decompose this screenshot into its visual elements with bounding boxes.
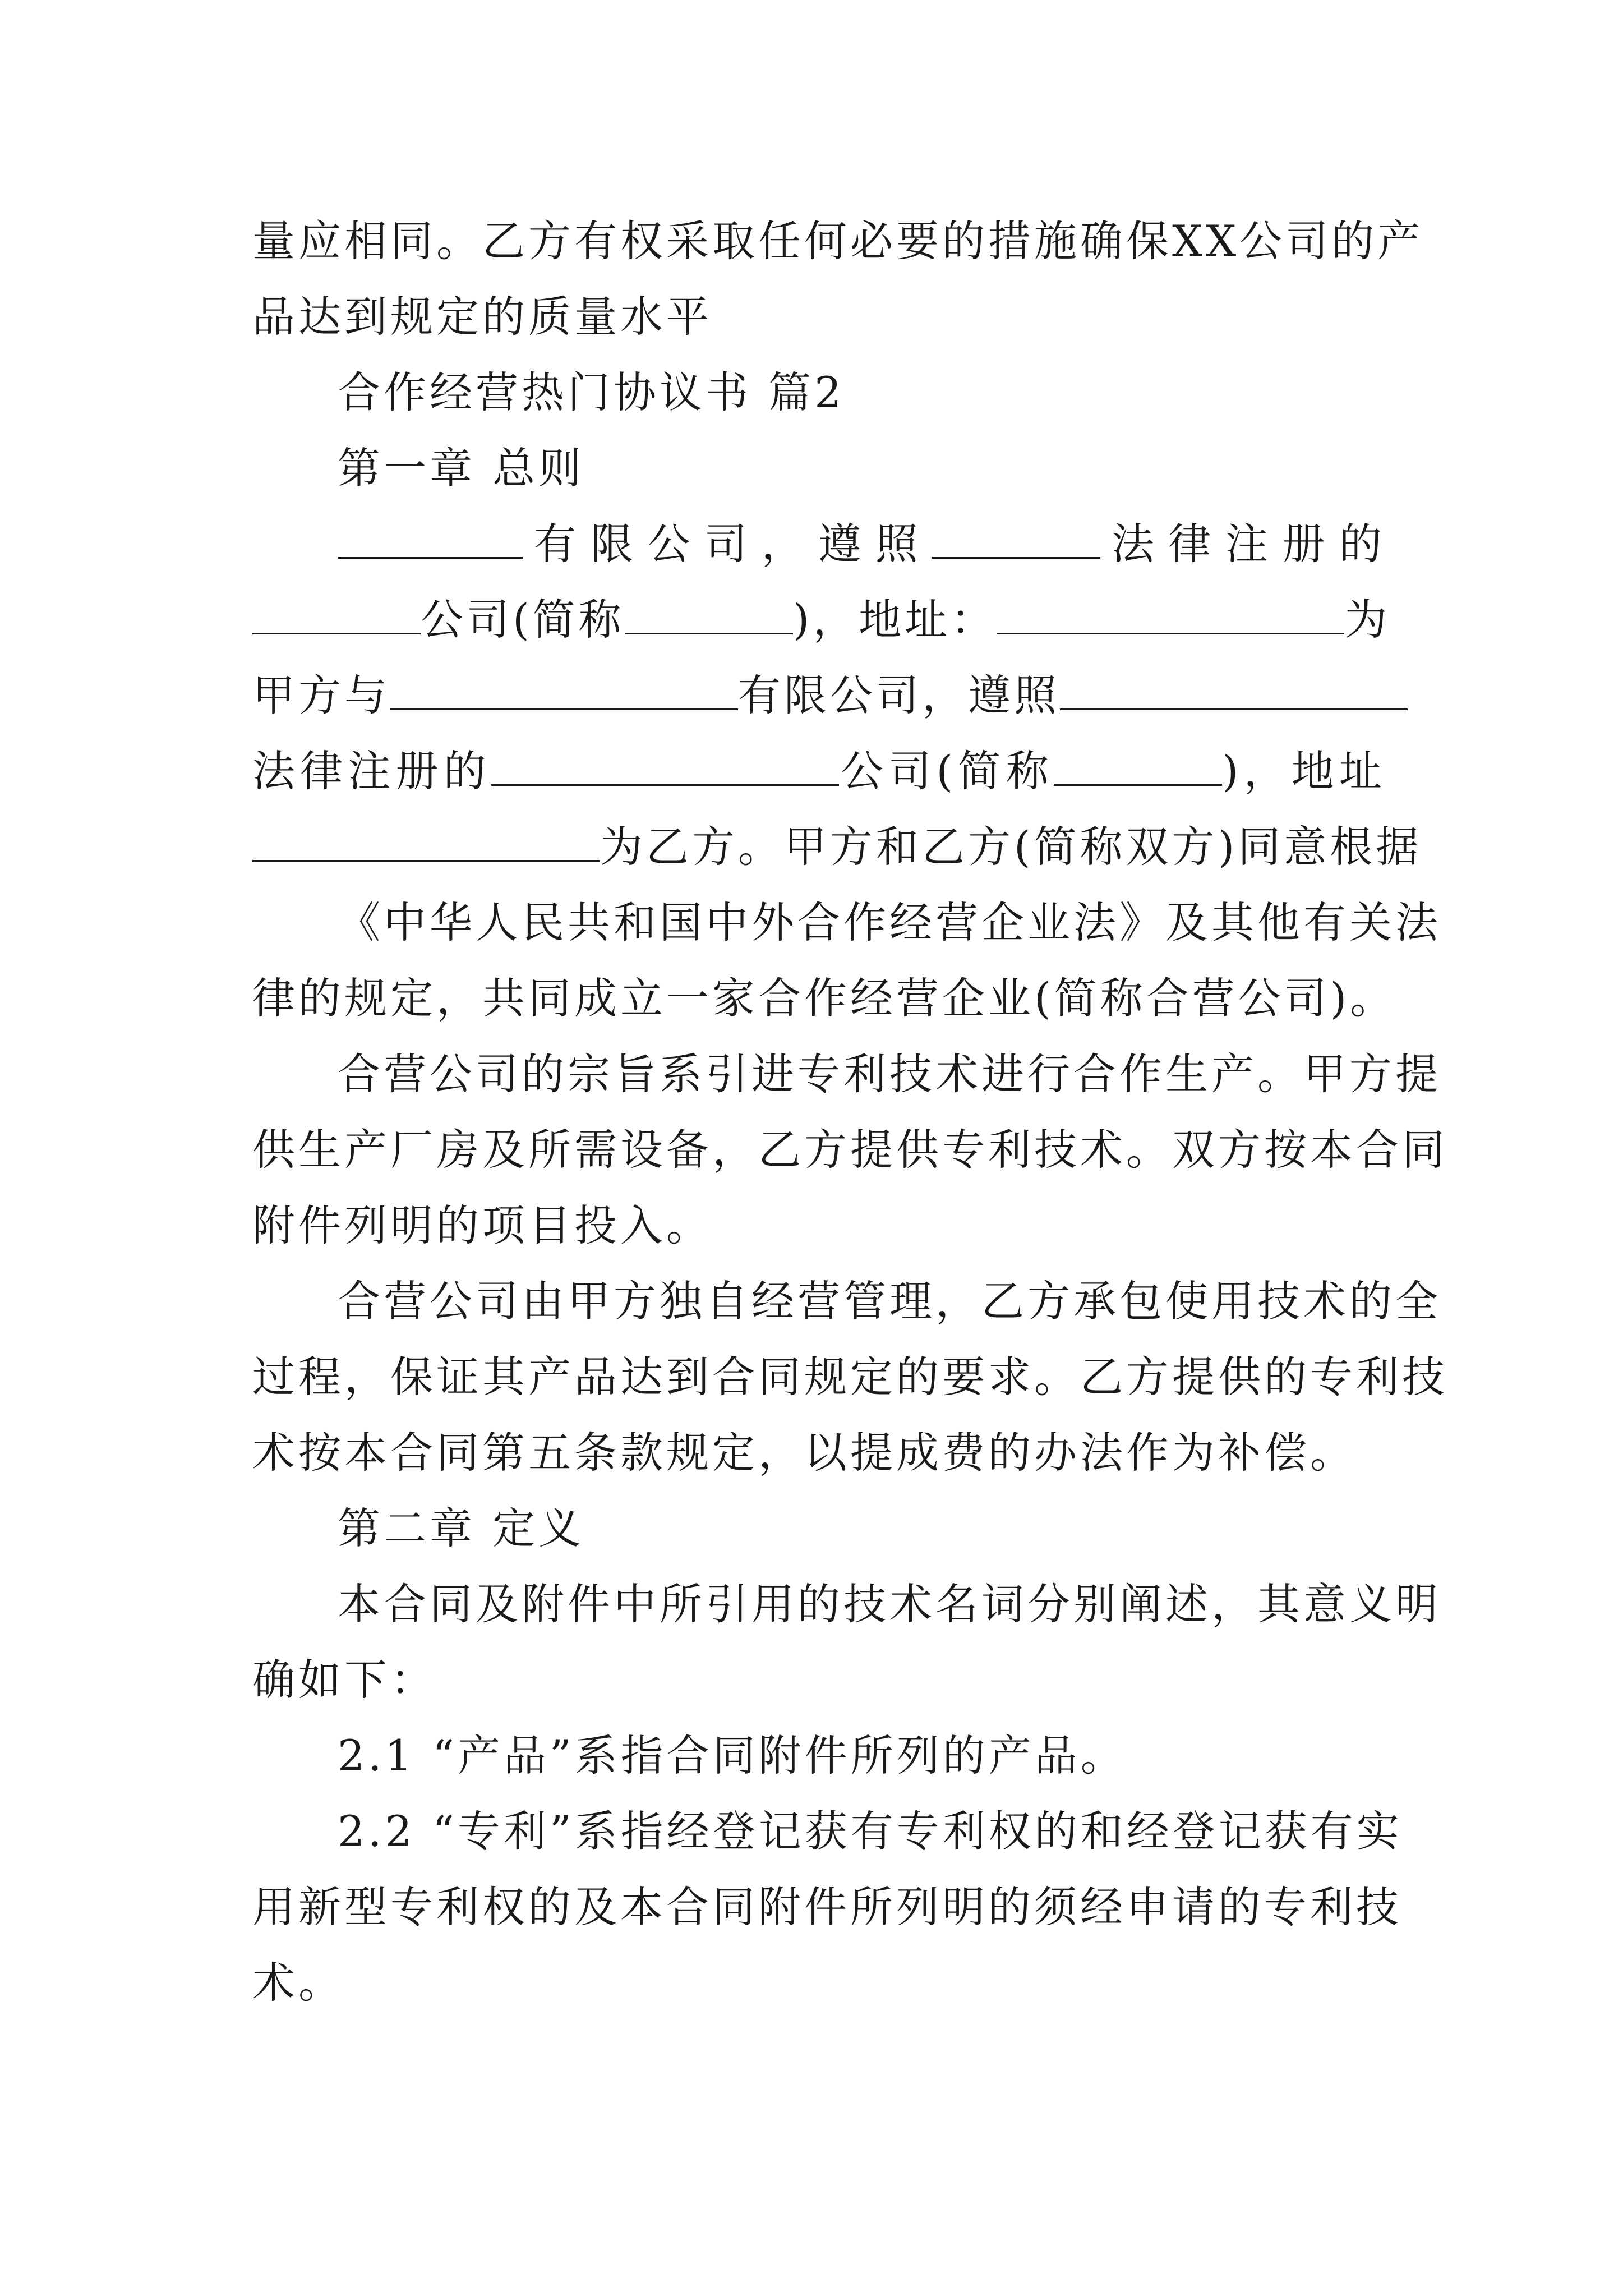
definition-item: 2.2 “专利”系指经登记获有专利权的和经登记获有实 — [338, 1806, 1403, 1856]
blank-field[interactable] — [252, 593, 421, 634]
party-a-line-2: 公司(简称 )，地址： 为 — [252, 592, 1385, 648]
paragraph-line: 附件列明的项目投入。 — [252, 1200, 712, 1250]
blank-field[interactable] — [997, 593, 1344, 634]
paragraph-line: 术。 — [252, 1958, 344, 2008]
blank-field[interactable] — [932, 518, 1100, 559]
party-b-line-2: 法律注册的 公司(简称 )，地址 — [252, 746, 1386, 796]
blank-field[interactable] — [1054, 745, 1222, 786]
blank-field[interactable] — [252, 821, 600, 862]
definition-item: 2.1 “产品”系指合同附件所列的产品。 — [338, 1731, 1127, 1780]
blank-field[interactable] — [390, 669, 738, 710]
paragraph-line: 合营公司由甲方独自经营管理，乙方承包使用技术的全 — [338, 1276, 1441, 1326]
paragraph-line: 《中华人民共和国中外合作经营企业法》及其他有关法 — [338, 898, 1441, 947]
party-b-line-1: 甲方与 有限公司，遵照 — [252, 668, 1385, 724]
paragraph-line: 用新型专利权的及本合同附件所列明的须经申请的专利技 — [252, 1882, 1402, 1932]
paragraph-line: 品达到规定的质量水平 — [252, 292, 712, 342]
chapter-heading: 第二章 定义 — [338, 1503, 585, 1553]
blank-field[interactable] — [338, 518, 523, 559]
paragraph-line: 本合同及附件中所引用的技术名词分别阐述，其意义明 — [338, 1579, 1441, 1629]
paragraph-line: 确如下： — [252, 1655, 436, 1705]
blank-field[interactable] — [491, 745, 839, 786]
paragraph-line: 律的规定，共同成立一家合作经营企业(简称合营公司)。 — [252, 973, 1396, 1023]
party-b-line-3: 为乙方。甲方和乙方(简称双方)同意根据 — [252, 819, 1385, 875]
paragraph-line: 合营公司的宗旨系引进专利技术进行合作生产。甲方提 — [338, 1049, 1441, 1099]
chapter-heading: 第一章 总则 — [338, 443, 585, 493]
paragraph-line: 量应相同。乙方有权采取任何必要的措施确保XX公司的产 — [252, 216, 1424, 266]
section-title: 合作经营热门协议书 篇2 — [338, 367, 845, 417]
blank-field[interactable] — [625, 593, 793, 634]
paragraph-line: 术按本合同第五条款规定，以提成费的办法作为补偿。 — [252, 1428, 1356, 1478]
party-a-line-1: 有限公司，遵照 法律注册的 — [338, 516, 1385, 572]
paragraph-line: 供生产厂房及所需设备，乙方提供专利技术。双方按本合同 — [252, 1125, 1448, 1175]
paragraph-line: 过程，保证其产品达到合同规定的要求。乙方提供的专利技 — [252, 1352, 1448, 1402]
blank-field[interactable] — [1060, 669, 1408, 710]
